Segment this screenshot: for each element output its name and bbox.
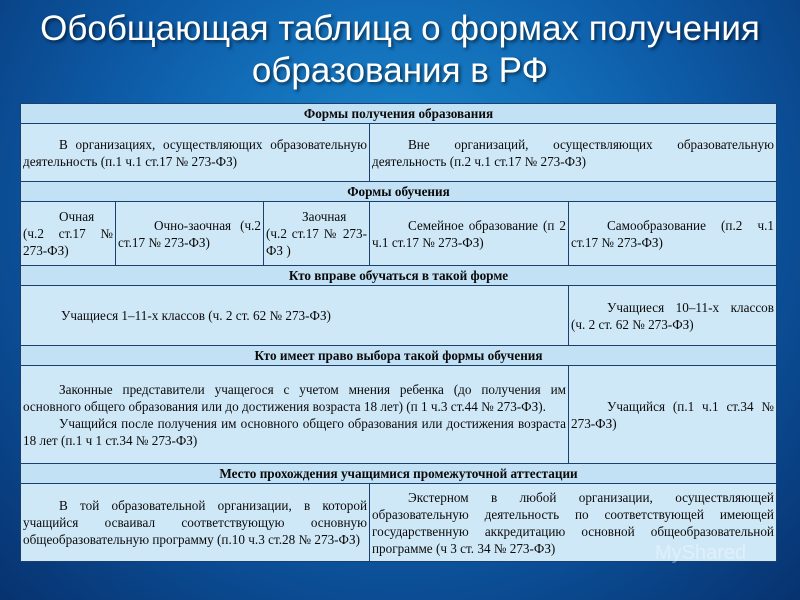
cell-attestation-same-organization: В той образовательной организации, в которой учащийся осваивал соответствующую основную общеобразовательную программу (п.10 ч.3 ст.28 № 273-ФЗ) xyxy=(21,484,370,562)
cell-in-organizations: В организациях, осуществляющих образовательную деятельность (п.1 ч.1 ст.17 № 273-ФЗ) xyxy=(21,124,370,182)
cell-attestation-external: Экстерном в любой организации, осуществляющей образовательную деятельность по соответствующей имеющей государственную аккредитацию основной общеобразовательной программе (ч 3 ст. 34 № 273-ФЗ) xyxy=(370,484,777,562)
cell-students-1-11: Учащиеся 1–11-х классов (ч. 2 ст. 62 № 273-ФЗ) xyxy=(21,286,569,346)
slide-title xyxy=(0,8,800,92)
cell-outside-organizations: Вне организаций, осуществляющих образовательную деятельность (п.2 ч.1 ст.17 № 273-ФЗ) xyxy=(370,124,777,182)
cell-students-10-11: Учащиеся 10–11-х классов (ч. 2 ст. 62 № 273-ФЗ) xyxy=(569,286,777,346)
cell-full-time: Очная (ч.2 ст.17 № 273-ФЗ) xyxy=(21,202,116,266)
cell-correspondence: Заочная (ч.2 ст.17 № 273-ФЗ ) xyxy=(264,202,370,266)
slide-title-line-1: Обобщающая таблица о формах получения xyxy=(40,9,760,48)
section-header-who-may-study: Кто вправе обучаться в такой форме xyxy=(21,266,777,286)
cell-self-education: Самообразование (п.2 ч.1 ст.17 № 273-ФЗ) xyxy=(569,202,777,266)
watermark-logo: MyShared xyxy=(655,542,747,564)
section-header-who-chooses: Кто имеет право выбора такой формы обучения xyxy=(21,346,777,366)
who-chooses-paragraph-2: Учащийся после получения им основного общего образования или достижения возраста 18 лет (п.1 ч 1 ст.34 № 273-ФЗ) xyxy=(23,415,566,448)
who-chooses-paragraph-1: Законные представители учащегося с учетом мнения ребенка (до получения им основного общего образования или до достижения возраста 18 лет) (п 1 ч.3 ст.44 № 273-ФЗ). xyxy=(23,381,566,414)
cell-part-time: Очно-заочная (ч.2 ст.17 № 273-ФЗ) xyxy=(116,202,264,266)
section-header-forms-of-study: Формы обучения xyxy=(21,182,777,202)
education-forms-table xyxy=(20,103,777,562)
section-header-forms-of-education: Формы получения образования xyxy=(21,104,777,124)
cell-who-chooses-family xyxy=(21,366,569,464)
cell-family-education: Семейное образование (п 2 ч.1 ст.17 № 273-ФЗ) xyxy=(370,202,569,266)
cell-who-chooses-student: Учащийся (п.1 ч.1 ст.34 № 273-ФЗ) xyxy=(569,366,777,464)
slide-title-line-2: образования в РФ xyxy=(251,51,549,90)
section-header-attestation-place: Место прохождения учащимися промежуточной аттестации xyxy=(21,464,777,484)
